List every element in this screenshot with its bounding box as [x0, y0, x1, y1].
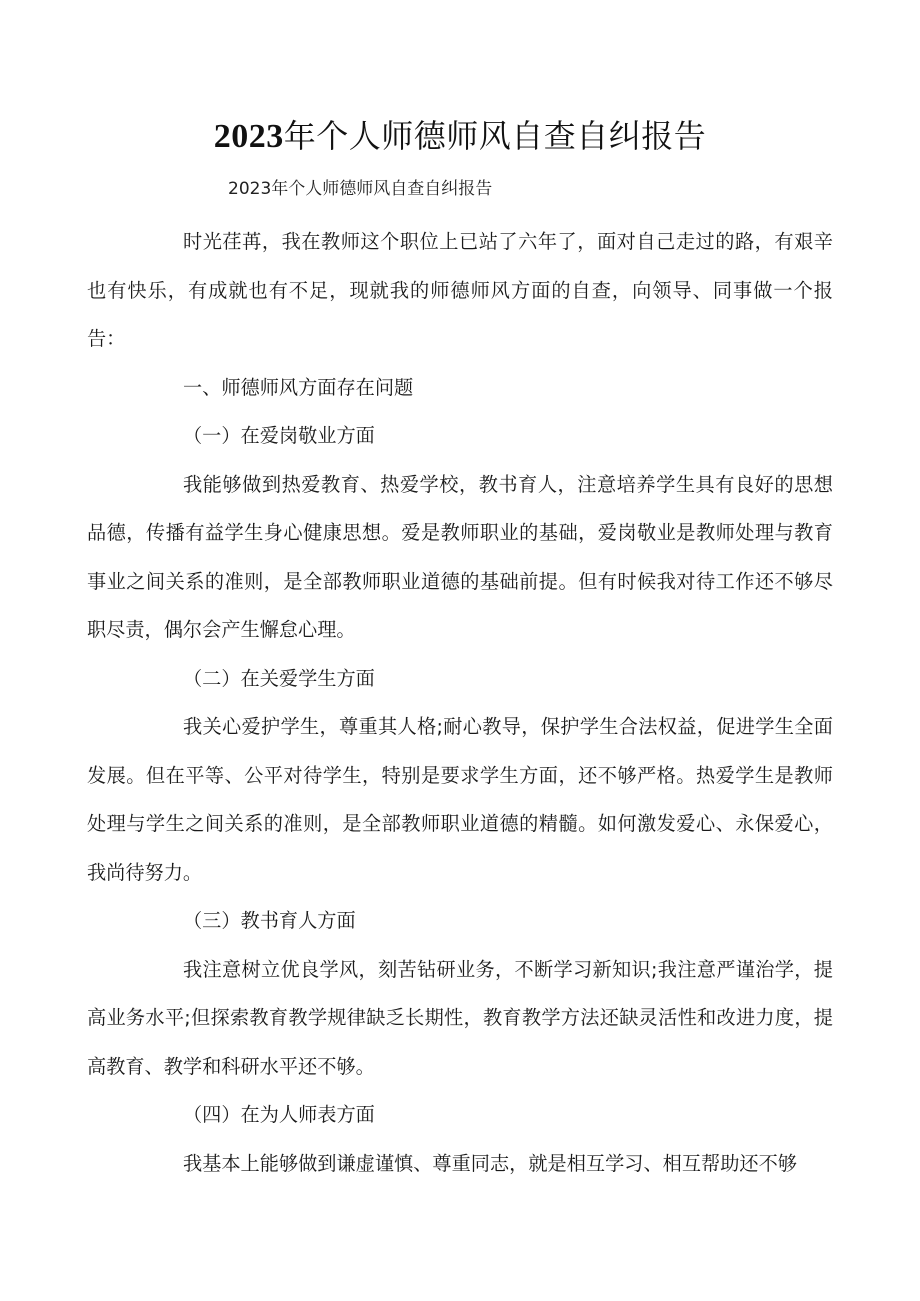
section-heading-problems: 一、师德师风方面存在问题 — [183, 375, 414, 399]
paragraph-teaching: 我注意树立优良学风，刻苦钻研业务，不断学习新知识;我注意严谨治学，提高业务水平;但探索教育教学规律缺乏长期性，教育教学方法还缺灵活性和改进力度，提高教育、教学和科研水平还不够。 — [87, 957, 833, 1078]
paragraph-dedication: 我能够做到热爱教育、热爱学校，教书育人，注意培养学生具有良好的思想品德，传播有益学生身心健康思想。爱是教师职业的基础，爱岗敬业是教师处理与教育事业之间关系的准则，是全部教师职业道德的基础前提。但有时候我对待工作还不够尽职尽责，偶尔会产生懈怠心理。 — [87, 472, 833, 641]
document-body — [87, 218, 833, 1188]
title-year: 2023 — [213, 118, 284, 155]
subsection-heading-caring-students: （二）在关爱学生方面 — [183, 666, 375, 690]
paragraph-role-model: 我基本上能够做到谦虚谨慎、尊重同志，就是相互学习、相互帮助还不够 — [183, 1151, 797, 1175]
paragraph-caring-students: 我关心爱护学生，尊重其人格;耐心教导，保护学生合法权益，促进学生全面发展。但在平等、公平对待学生，特别是要求学生方面，还不够严格。热爱学生是教师处理与学生之间关系的准则，是全部教师职业道德的精髓。如何激发爱心、永保爱心，我尚待努力。 — [87, 715, 833, 884]
title-text: 年个人师德师风自查自纠报告 — [283, 117, 707, 155]
document-title — [0, 112, 920, 161]
subsection-heading-teaching: （三）教书育人方面 — [183, 909, 356, 932]
document-subtitle: 2023年个人师德师风自查自纠报告 — [228, 179, 493, 199]
subsection-heading-dedication: （一）在爱岗敬业方面 — [183, 424, 375, 447]
intro-paragraph: 时光荏苒，我在教师这个职位上已站了六年了，面对自己走过的路，有艰辛也有快乐，有成就也有不足，现就我的师德师风方面的自查，向领导、同事做一个报告： — [87, 230, 833, 350]
subsection-heading-role-model: （四）在为人师表方面 — [183, 1103, 375, 1126]
